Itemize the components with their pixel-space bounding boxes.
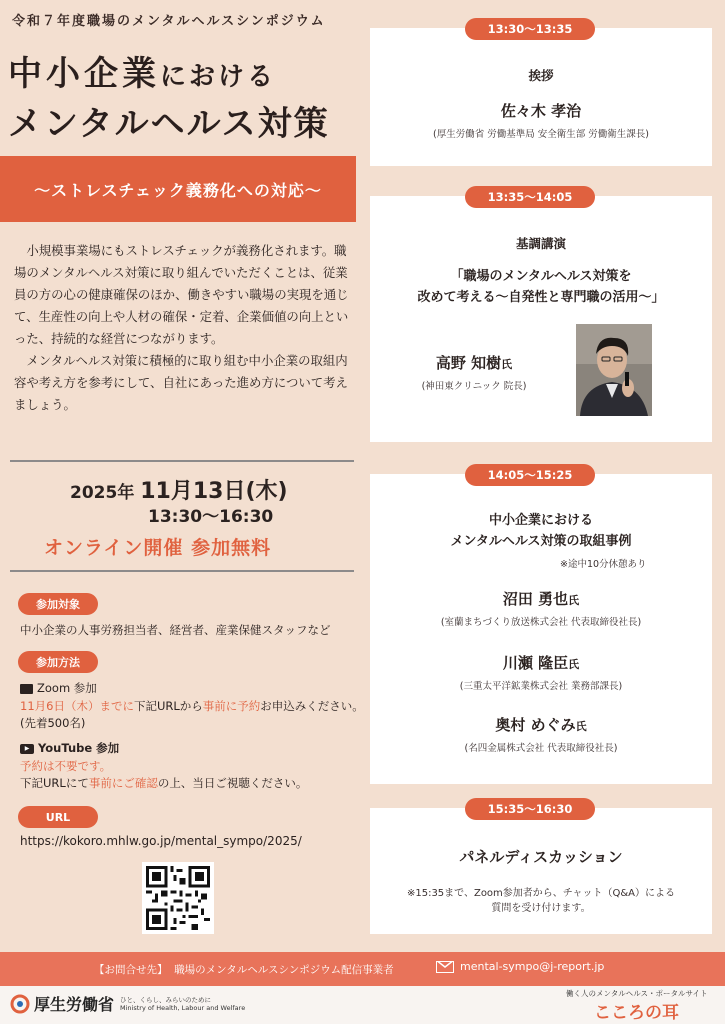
footer-contact [94, 962, 394, 977]
session4-time: 15:35〜16:30 [465, 798, 595, 820]
youtube-label: YouTube 参加 [38, 741, 120, 755]
yt-confirm: 事前にご確認 [88, 776, 158, 790]
session3-speaker3-affiliation: (名四金属株式会社 代表取締役社長) [464, 743, 618, 754]
ministry-emblem-icon [10, 994, 30, 1014]
event-date [70, 474, 288, 505]
session3-speaker3-honorific: 氏 [575, 720, 587, 733]
mail-icon [436, 961, 454, 973]
page-title-line2: メンタルヘルス対策 [8, 104, 330, 144]
email-address[interactable]: mental-sympo@j-report.jp [460, 960, 605, 973]
session2-topic-line2: 改めて考える〜自発性と専門職の活用〜」 [417, 290, 665, 305]
portal-logo[interactable]: こころの耳 [594, 1003, 679, 1023]
session2-affiliation: (神田東クリニック 院長) [421, 381, 527, 392]
session3-speaker3 [370, 714, 712, 735]
session1-time: 13:30〜13:35 [465, 18, 595, 40]
contact-org: 職場のメンタルヘルスシンポジウム配信事業者 [174, 964, 394, 976]
session1-role: 挨拶 [528, 68, 554, 83]
session4-note-line1: ※15:35まで、Zoom参加者から、チャット（Q&A）による [406, 888, 676, 899]
subtitle-banner: 〜ストレスチェック義務化への対応〜 [0, 156, 356, 222]
session2-honorific: 氏 [501, 358, 513, 371]
zoom-deadline: 11月6日（木）までに [20, 699, 134, 713]
session3-speaker1-affiliation: (室蘭まちづくり放送株式会社 代表取締役社長) [440, 617, 642, 628]
org-line: 令和７年度職場のメンタルヘルスシンポジウム [12, 14, 326, 29]
portal-tagline: 働く人のメンタルヘルス・ポータルサイト [566, 989, 708, 998]
url-link[interactable]: https://kokoro.mhlw.go.jp/mental_sympo/2025/ [20, 834, 302, 848]
youtube-icon: ▶ [20, 744, 34, 754]
ministry-taglines [120, 995, 245, 1012]
ministry-tagline: ひと、くらし、みらいのために [120, 996, 212, 1004]
session3-topic-line2: メンタルヘルス対策の取組事例 [450, 534, 632, 549]
zoom-text-mid: 下記URLから [133, 699, 203, 713]
url-label: URL [18, 806, 98, 828]
youtube-instructions [20, 775, 307, 791]
zoom-instructions [20, 698, 364, 714]
session1-speaker-name: 佐々木 孝治 [500, 102, 582, 120]
qr-code-graphic [146, 866, 210, 930]
monitor-icon [20, 684, 33, 694]
speaker-photo [576, 324, 652, 416]
session2-time: 13:35〜14:05 [465, 186, 595, 208]
session2-speaker [384, 352, 564, 373]
qr-code[interactable] [142, 862, 214, 934]
event-time: 13:30〜16:30 [148, 507, 274, 527]
session3-topic-line1: 中小企業における [488, 513, 593, 528]
ministry-logo[interactable] [10, 992, 245, 1015]
ministry-en: Ministry of Health, Labour and Welfare [120, 1004, 246, 1012]
session2-topic-line1: 「職場のメンタルヘルス対策を [450, 269, 632, 284]
session3-note: ※途中10分休憩あり [560, 559, 647, 570]
contact-label: 【お問合せ先】 [94, 964, 168, 976]
title-part2: における [160, 62, 277, 92]
session3-speaker2-name: 川瀬 隆臣 [502, 654, 569, 672]
session3-speaker3-name: 奥村 めぐみ [495, 716, 576, 734]
yt-text-start: 下記URLにて [20, 776, 89, 790]
intro-para2: メンタルヘルス対策に積極的に取り組む中小企業の取組内容や考え方を参考にして、自社にあった進め方について考えましょう。 [14, 353, 348, 412]
youtube-label-row [20, 740, 119, 756]
event-year: 2025年 [70, 483, 135, 503]
ministry-name: 厚生労働省 [34, 995, 115, 1014]
zoom-capacity: (先着500名) [20, 716, 86, 730]
session3-speaker2-affiliation: (三重太平洋鉱業株式会社 業務部課長) [459, 681, 623, 692]
yt-text-end: の上、当日ご視聴ください。 [157, 776, 308, 790]
session1-card [370, 28, 712, 166]
session3-speaker2 [370, 652, 712, 673]
online-free-label [44, 533, 271, 560]
footer-email[interactable] [436, 960, 604, 973]
session3-speaker1 [370, 588, 712, 609]
zoom-reserve: 事前に予約 [202, 699, 261, 713]
target-text: 中小企業の人事労務担当者、経営者、産業保健スタッフなど [20, 623, 331, 637]
youtube-no-reserve: 予約は不要です。 [20, 759, 112, 773]
divider-top [10, 460, 354, 462]
session2-card [370, 196, 712, 442]
session3-speaker2-honorific: 氏 [568, 658, 580, 671]
online-label: オンライン開催 [44, 537, 184, 559]
zoom-label: Zoom 参加 [37, 681, 97, 695]
zoom-text-end: お申込みください。 [260, 699, 364, 713]
speaker-photo-graphic [576, 324, 652, 416]
session2-role: 基調講演 [515, 236, 566, 251]
session4-title: パネルディスカッション [459, 848, 623, 866]
session4-card [370, 808, 712, 934]
intro-text [14, 240, 350, 416]
method-label: 参加方法 [18, 651, 98, 673]
page-title-line1 [8, 46, 276, 95]
session4-note-line2: 質問を受け付けます。 [491, 903, 591, 914]
intro-para1: 小規模事業場にもストレスチェックが義務化されます。職場のメンタルヘルス対策に取り組んでいただくことは、従業員の方の心の健康確保のほか、働きやすい職場の実現を通じて、生産性の向上や人材の確保・定着、企業価値の向上といった、持続的な経営につながります。 [14, 243, 349, 346]
session3-time: 14:05〜15:25 [465, 464, 595, 486]
event-weekday: (木) [245, 479, 288, 504]
session2-speaker-name: 高野 知樹 [435, 354, 502, 372]
divider-bottom [10, 570, 354, 572]
session3-speaker1-name: 沼田 勇也 [502, 590, 569, 608]
session3-speaker1-honorific: 氏 [568, 594, 580, 607]
zoom-label-row [20, 680, 97, 696]
session1-affiliation: (厚生労働省 労働基準局 安全衛生部 労働衛生課長) [433, 129, 649, 140]
target-label: 参加対象 [18, 593, 98, 615]
event-month-day: 11月13日 [140, 479, 246, 504]
free-label: 参加無料 [191, 537, 272, 559]
title-part1: 中小企業 [8, 54, 160, 94]
